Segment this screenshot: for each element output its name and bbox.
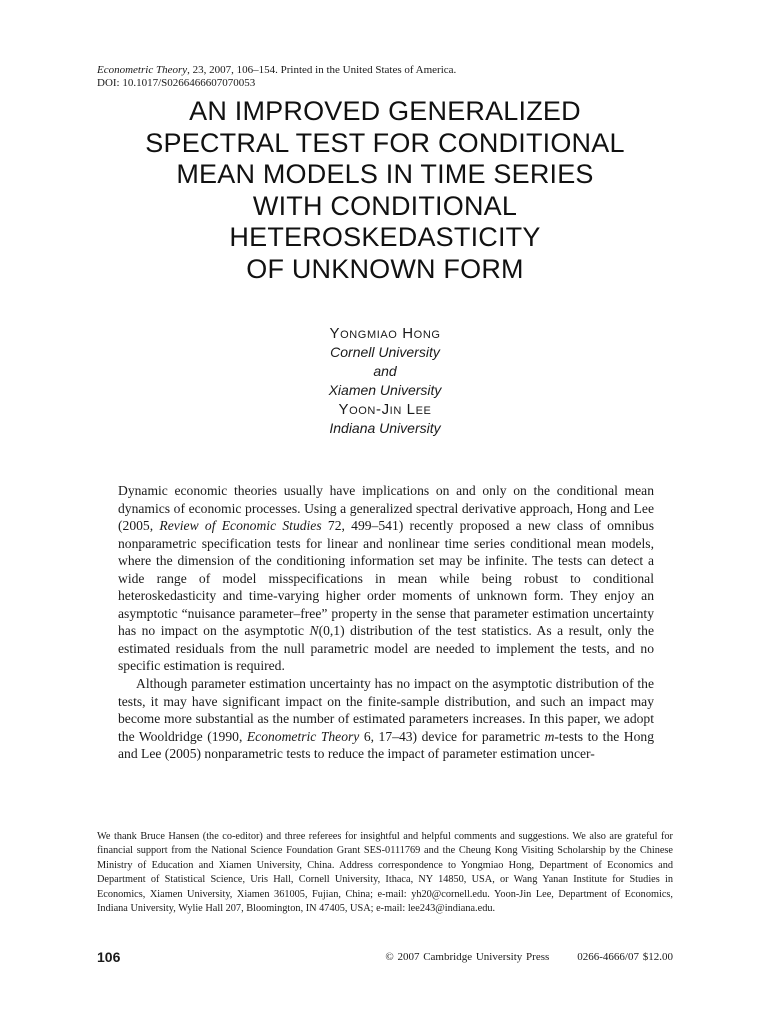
title-line: WITH CONDITIONAL bbox=[252, 190, 518, 221]
abstract-paragraph bbox=[118, 675, 654, 763]
author-name: Yongmiao Hong bbox=[329, 325, 441, 342]
doi: DOI: 10.1017/S0266466607070053 bbox=[97, 77, 256, 89]
journal-name: Econometric Theory bbox=[97, 64, 188, 76]
abstract-paragraph bbox=[118, 482, 654, 675]
title-line: AN IMPROVED GENERALIZED bbox=[189, 96, 581, 126]
abstract-text: Dynamic economic theories usually have implications on and only on the conditional mean dynamics of economic processes. Using a generalized spectral derivative approach, Hong and Lee (2005, bbox=[118, 483, 654, 534]
title-line: OF UNKNOWN FORM bbox=[246, 253, 524, 284]
author-affiliation: Cornell University bbox=[330, 344, 440, 360]
author-name: Yoon-Jin Lee bbox=[338, 401, 432, 418]
abstract-text: -tests to the Hong and Lee (2005) nonparametric tests to reduce the impact of parameter estimation uncer- bbox=[118, 728, 655, 762]
abstract-text: 72, 499–541) recently proposed a new class of omnibus nonparametric specification tests for linear and nonlinear time series conditional mean models, where the dimension of the conditioning information set may be infinite. The tests can detect a wide range of model misspecifications in mean while being robust to conditional heteroskedasticity and time-varying higher order moments of unknown form. They enjoy an asymptotic “nuisance parameter–free” property in the sense that parameter estimation uncertainty has no impact on the asymptotic bbox=[118, 518, 655, 639]
acknowledgment-footnote: We thank Bruce Hansen (the co-editor) and three referees for insightful and helpful comments and suggestions. We also are grateful for financial support from the National Science Foundation Grant SES-0111769 and the Cheung Kong Visiting Scholarship by the Chinese Ministry of Education and Xiamen University, China. Address correspondence to Yongmiao Hong, Department of Economics and Department of Statistical Science, Uris Hall, Cornell University, Ithaca, NY 14850, USA, or Wang Yanan Institute for Studies in Economics, Xiamen University, Xiamen 361005, Fujian, China; e-mail: yh20@cornell.edu. Yoon-Jin Lee, Department of Economics, Indiana University, Wylie Hall 207, Bloomington, IN 47405, USA; e-mail: lee243@indiana.edu. bbox=[97, 831, 673, 915]
math-symbol: m bbox=[544, 728, 555, 744]
page-number: 106 bbox=[97, 949, 121, 965]
citation-line bbox=[97, 64, 456, 77]
abstract-text: 6, 17–43) device for parametric bbox=[359, 728, 545, 744]
cited-journal: Review of Economic Studies bbox=[159, 518, 322, 534]
abstract-text: (0,1) distribution of the test statistics. As a result, only the estimated residuals from the null parametric model are needed to implement the tests, and no specific estimation is required. bbox=[118, 623, 654, 674]
author-affiliation: Xiamen University bbox=[328, 382, 442, 398]
abstract bbox=[118, 482, 654, 763]
abstract-text: Although parameter estimation uncertainty has no impact on the asymptotic distribution of the tests, it may have significant impact on the finite-sample distribution, and such an impact may become more substantial as the number of estimated parameters increases. In this paper, we adopt the Wooldridge (1990, bbox=[118, 676, 654, 744]
author-block bbox=[0, 324, 770, 438]
journal-header bbox=[97, 64, 456, 90]
issn-price: 0266-4666/07 $12.00 bbox=[577, 951, 673, 963]
title-line: MEAN MODELS IN TIME SERIES bbox=[176, 159, 594, 189]
cited-journal: Econometric Theory bbox=[246, 728, 360, 744]
citation-details: , 23, 2007, 106–154. Printed in the United States of America. bbox=[187, 64, 457, 76]
title-line: SPECTRAL TEST FOR CONDITIONAL bbox=[145, 127, 625, 158]
copyright: © 2007 Cambridge University Press bbox=[385, 951, 550, 963]
author-affiliation: Indiana University bbox=[329, 420, 441, 436]
math-symbol: N bbox=[309, 623, 319, 639]
title-line: HETEROSKEDASTICITY bbox=[229, 222, 541, 252]
copyright-line bbox=[385, 951, 673, 963]
paper-title bbox=[80, 96, 690, 285]
affiliation-conjunction: and bbox=[373, 363, 397, 379]
